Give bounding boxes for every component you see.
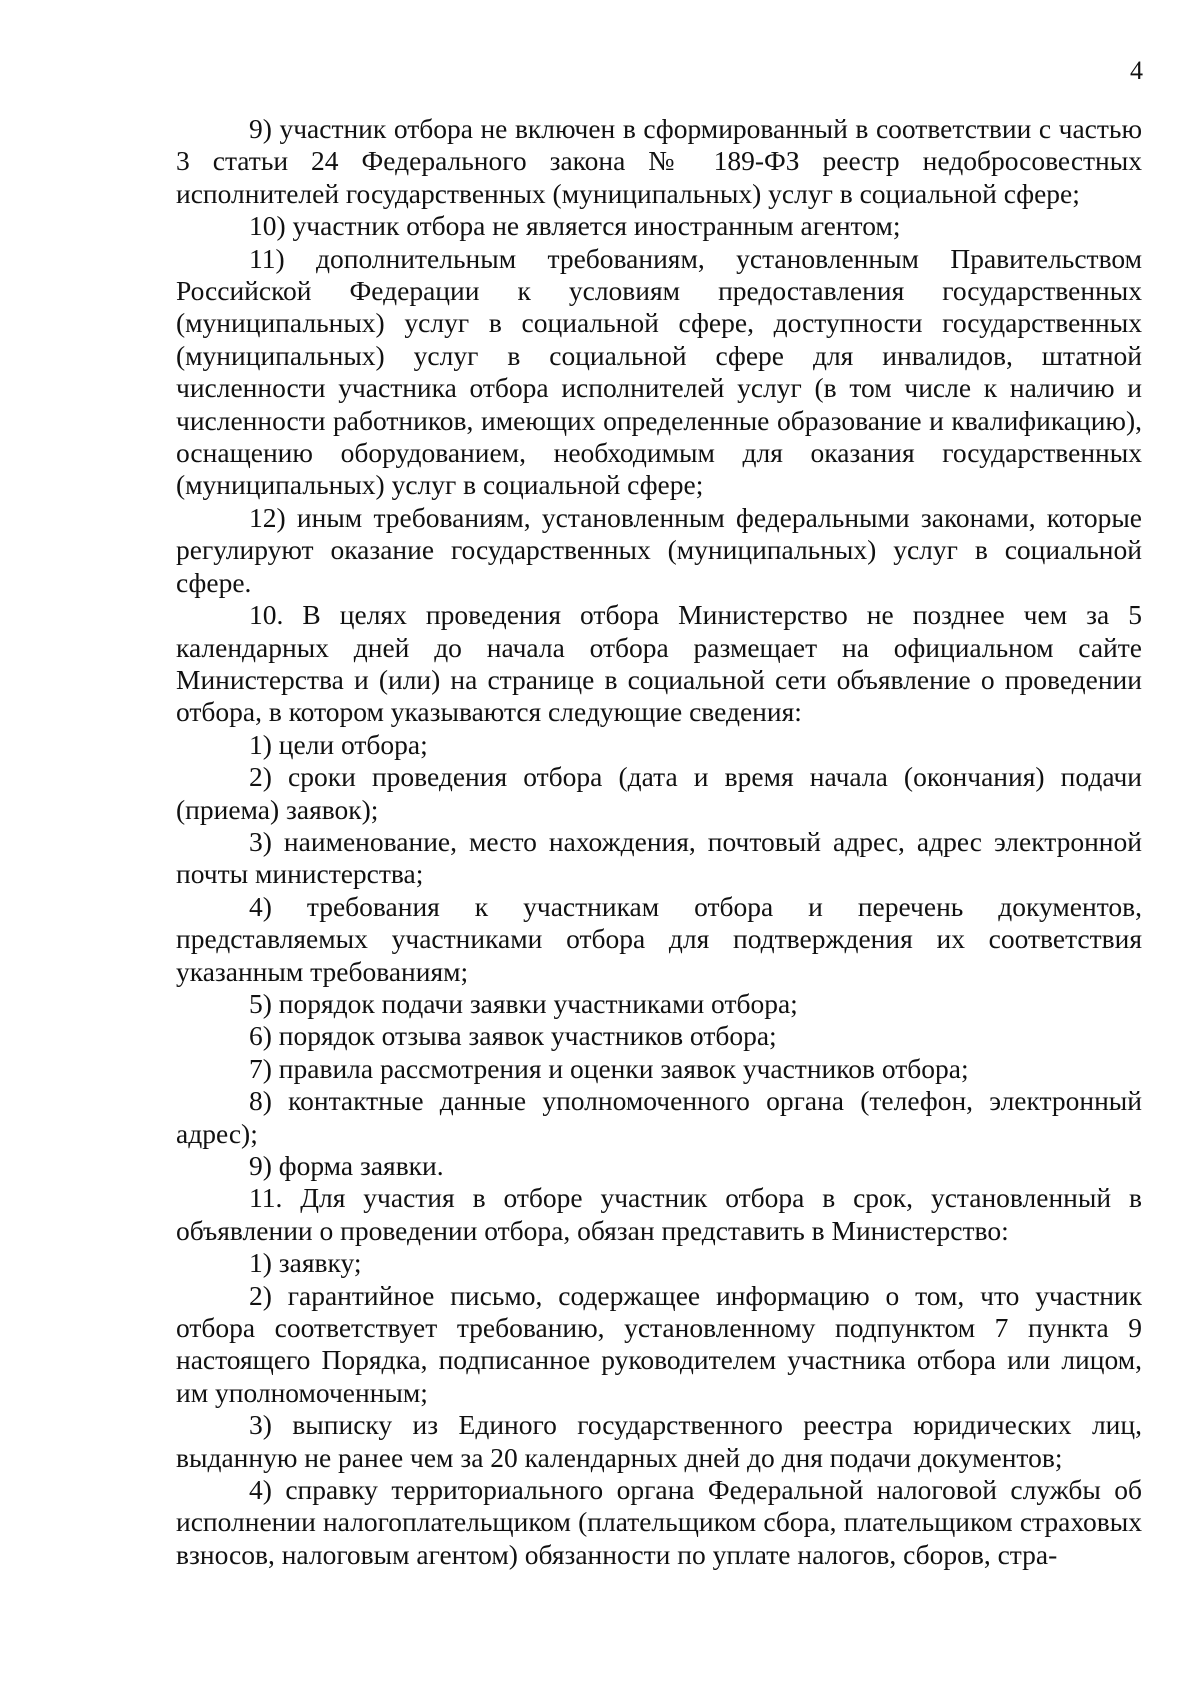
paragraph: 2) сроки проведения отбора (дата и время начала (окончания) подачи (приема) заявок); xyxy=(176,761,1142,825)
paragraph: 10. В целях проведения отбора Министерство не позднее чем за 5 календарных дней до начала отбора размещает на официальном сайте Министерства и (или) на странице в социальной сети объявление о проведении отбора, в котором указываются следующие сведения: xyxy=(176,599,1142,728)
paragraph: 1) заявку; xyxy=(249,1247,362,1279)
paragraph: 2) гарантийное письмо, содержащее информацию о том, что участник отбора соответствует требованию, установленному подпунктом 7 пункта 9 настоящего Порядка, подписанное руководителем участника отбора или лицом, им уполномоченным; xyxy=(176,1279,1142,1408)
paragraph: 7) правила рассмотрения и оценки заявок участников отбора; xyxy=(249,1052,969,1084)
paragraph: 8) контактные данные уполномоченного органа (телефон, электронный адрес); xyxy=(176,1085,1142,1149)
paragraph: 9) участник отбора не включен в сформированный в соответствии с частью 3 статьи 24 Федерального закона № 189-ФЗ реестр недобросовестных исполнителей государственных (муниципальных) услуг в социальной сфере; xyxy=(176,113,1142,209)
paragraph: 12) иным требованиям, установленным федеральными законами, которые регулируют оказание государственных (муниципальных) услуг в социальной сфере. xyxy=(176,501,1142,598)
paragraph: 1) цели отбора; xyxy=(249,728,428,760)
page-number: 4 xyxy=(1130,56,1143,85)
paragraph: 9) форма заявки. xyxy=(249,1150,444,1181)
paragraph: 4) справку территориального органа Федеральной налоговой службы об исполнении налогоплательщиком (плательщиком сбора, плательщиком страховых взносов, налоговым агентом) обязанности по уплате налогов, сборов, стра- xyxy=(176,1474,1142,1570)
paragraph: 11. Для участия в отборе участник отбора в срок, установленный в объявлении о проведении отбора, обязан представить в Министерство: xyxy=(176,1182,1142,1246)
paragraph: 3) выписку из Единого государственного реестра юридических лиц, выданную не ранее чем за 20 календарных дней до дня подачи документов; xyxy=(176,1409,1142,1473)
paragraph: 4) требования к участникам отбора и перечень документов, представляемых участниками отбора для подтверждения их соответствия указанным требованиям; xyxy=(176,890,1142,987)
paragraph: 3) наименование, место нахождения, почтовый адрес, адрес электронной почты министерства; xyxy=(176,825,1142,890)
paragraph: 6) порядок отзыва заявок участников отбора; xyxy=(249,1020,777,1052)
document-body xyxy=(176,113,1142,1571)
paragraph: 5) порядок подачи заявки участниками отбора; xyxy=(249,987,798,1019)
paragraph: 11) дополнительным требованиям, установленным Правительством Российской Федерации к условиям предоставления государственных (муниципальных) услуг в социальной сфере, доступности государственных (муниципальных) услуг в социальной сфере для инвалидов, штатной численности участника отбора исполнителей услуг (в том числе к наличию и численности работников, имеющих определенные образование и квалификацию), оснащению оборудованием, необходимым для оказания государственных (муниципальных) услуг в социальной сфере; xyxy=(176,242,1142,501)
paragraph: 10) участник отбора не является иностранным агентом; xyxy=(249,210,901,242)
